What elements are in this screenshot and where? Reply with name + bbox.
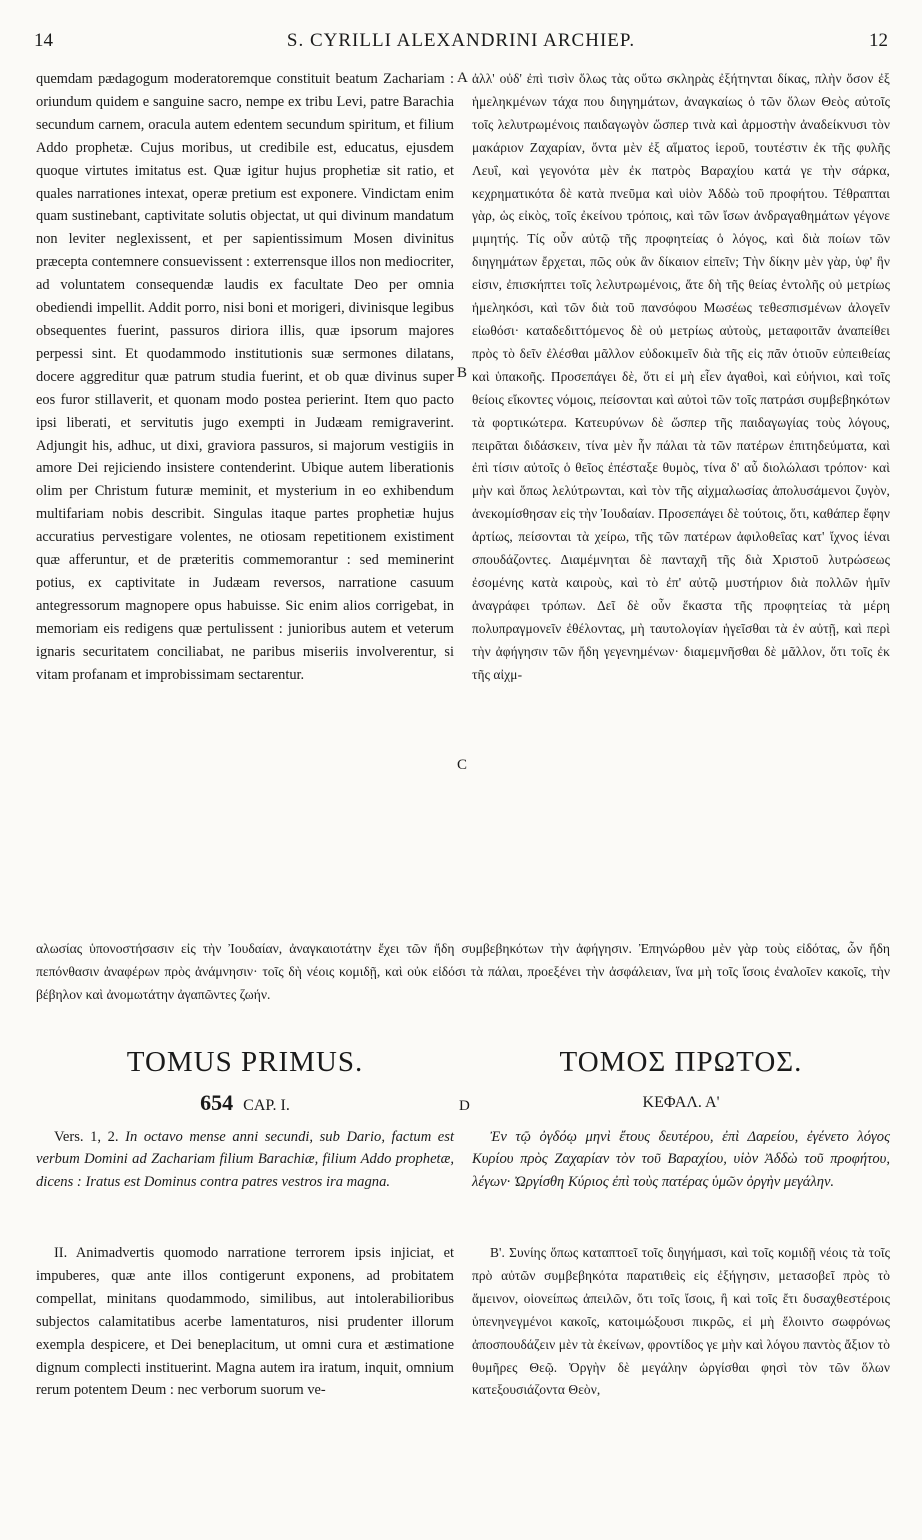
latin-paragraph-top: quemdam pædagogum moderatoremque constituit beatum Zachariam : oriundum quidem e sanguine sacro, nempe ex tribu Levi, patre Barachia secundum carnem, oracula autem edentem secundum spiritum, et filium Addo prophetæ. Cujus moribus, ut credibile est, educatus, ejusdem quoque virtutes imitatus est. Quæ igitur hujus prophetiæ sit ratio, et quales narrationes intexat, operæ pretium est exponere. Vindictam enim quam sustinebant, captivitate solutis objectat, ut qui divinum mandatum non leviter neglexissent, et per sapientissimum Mosen divinitus præcepta contemnere consuevissent : exterrensque illos non mediocriter, ad voluntatem consequendæ laudis ex facultate Deo per omnia obediendi impellit. Addit porro, nisi boni et morigeri, divinisque legibus obsequentes fuerint, passuros diriora illis, quæ ipsorum majores perpessi sint. Et quodammodo institutionis suæ sermones dilatans, docere aggreditur quæ patrum studia fuerint, et ob quæ divinus super eos furor stillaverit, et quonam modo postea perierint. Item quo pacto ipsi liberati, et servitutis jugo exempti in Judæam remigraverint. Adjungit his, adhuc, ut dixi, graviora passuros, si majorum vestigiis in amore Dei rejiciendo insistere contenderint. Ubique autem liberationis olim per Christum futuræ meminit, et mysterium in eo exhibendum multifariam nobis describit. Singulas itaque partes prophetiæ hujus accuratius pervestigare volentes, ne otiosam repetitionem existiment quæ afferuntur, et de præteritis commemorantur : sed meminerint potius, ex captivitate in Judæam reversos, narratione casuum antegressorum magnopere opus habuisse. Sic enim alios corrigebat, in memoriam eis redigens quæ pertulissent : junioribus autem et veterum ignaris securitatem conciliabat, ne paribus miseriis involverentur, si vitam profanam et improbissimam sectarentur. [36, 71, 454, 683]
running-title: S. CYRILLI ALEXANDRINI ARCHIEP. [286, 30, 636, 51]
latin-column-bottom [36, 1242, 454, 1402]
verse-latin-text: In octavo mense anni secundi, sub Dario, factum est verbum Domini ad Zachariam filium Barachiæ, filium Addo prophetæ, dicens : Iratus est Dominus contra patres vestros ira magna. [36, 1129, 455, 1190]
greek-paragraph-top: ἀλλ' οὐδ' ἐπὶ τισὶν ὅλως τὰς οὕτω σκληρὰς ἐξήτηνται δίκας, πλὴν ὅσον ἐξ ἡμεληκμένων τάχα που διηγημάτων, ἀναγκαίως ὁ τῶν ὅλων Θεὸς αὐτοῖς τοῖς λελυτρωμένοις παιδαγωγὸν ὥσπερ τινὰ καὶ ἁρμοστὴν ἀναδείκνυσι τὸν μακάριον Ζαχαρίαν, ὄντα μὲν ἐξ αἵματος ἱεροῦ, τουτέστιν ἐκ τῆς φυλῆς Λευΐ, καὶ γεγονότα μὲν ἐκ πατρὸς Βαραχίου κατά γε τὴν σάρκα, κεχρηματικότα δὲ κατὰ πνεῦμα καὶ υἱὸν Ἀδδὼ τοῦ προφήτου. Τέθραπται γὰρ, ὡς εἰκὸς, τοῖς ἐκείνου τρόποις, καὶ τῶν ἴσων ἀνδραγαθημάτων γέγονε μιμητής. Τίς οὖν αὐτῷ τῆς προφητείας ὁ λόγος, καὶ διὰ ποίων τῶν διηγημάτων ἔρχεται, πῶς οὐκ ἂν δίκαιον εἰπεῖν; Τὴν δίκην μὲν γὰρ, ὑφ' ἣν εἰσιν, ἐπισκήπτει τοῖς λελυτρωμένοις, ἅτε δὴ τῆς θείας ἐντολῆς οὐ μετρίως ἠμεληκόσι, καὶ τῶν διὰ τοῦ πανσόφου Μωσέως τεθεσπισμένων ἀλογεῖν εἰωθόσι· καταδεδιττόμενος δὲ οὐ μετρίως αὐτοὺς, μεταφοιτᾶν ἀναπείθει πρὸς τὸ δεῖν ἐλέσθαι μᾶλλον εὐδοκιμεῖν διὰ τῆς εἰς πᾶν ὁτιοῦν εὐπειθείας καὶ ὑπακοῆς. Προσεπάγει δὲ, ὅτι εἰ μὴ εἶεν ἀγαθοὶ, καὶ εὐήνιοι, καὶ τοῖς θείοις εἴκοντες νόμοις, πείσονται καὶ αὐτοὶ τῶν τοῖς πατράσι συμβεβηκότων τὰ φορτικώτερα. Κατευρύνων δὲ ὥσπερ τῆς παιδαγωγίας τοὺς λόγους, πειρᾶται διδάσκειν, τίνα μὲν ἦν πάλαι τὰ τῶν πατέρων ἐπιτηδεύματα, καὶ ἐπὶ τίσιν αὐτοῖς ὁ θεῖος ἐπέσταξε θυμὸς, τίνα δ' αὖ διολώλασι τρόπον· καὶ μὴν καὶ ὅπως λελύτρωνται, καὶ τὸν τῆς αἰχμαλωσίας ἀπολυσάμενοι ζυγὸν, ἀνεκομίσθησαν εἰς τὴν Ἰουδαίαν. Προσεπάγει δὲ τούτοις, ὅτι, καθάπερ ἔφην ἀρτίως, πείσονται τὰ χείρω, τῆς τῶν πατέρων ἀφιλοθεΐας κατ' ἴχνος ἰέναι σπουδάζοντες. Διαμέμνηται δὲ πανταχῆ τῆς διὰ Χριστοῦ λυτρώσεως ἐσομένης κατὰ καιροὺς, καὶ τὸ ἐπ' αὐτῷ μυστήριον διὰ πολλῶν ἡμῖν ἀναγράφει τρόπων. Δεῖ δὲ οὖν ἕκαστα τῆς προφητείας τὰ μέρη πολυπραγμονεῖν ἐθέλοντας, μὴ ταυτολογίαν ἡγεῖσθαι τὰ ἐν αὐτῇ, καὶ περὶ τὴν ἀφήγησιν τῶν ἤδη γεγενημένων· διαμεμνῆσθαι δὲ μᾶλλον, ὅτι τοῖς ἐκ τῆς αἰχμ- [472, 71, 890, 682]
margin-marker-d: D [459, 1098, 470, 1114]
greek-column-bottom [472, 1242, 890, 1402]
margin-marker-c: C [457, 757, 468, 773]
greek-paragraph-bottom: Β'. Συνίης ὅπως καταπτοεῖ τοῖς διηγήμασι, καὶ τοῖς κομιδῇ νέοις τὰ τοῖς πρὸ αὐτῶν συμβεβηκότα παρατιθεὶς εἰς ἐξήγησιν, μετασοβεῖ πρὸς τὸ ἄμεινον, οἱονείπως ἀπειλῶν, ὅτι τοῖς ἴσοις, ἢ καὶ τοῖς ἔτι δυσαχθεστέροις ὑπενηνεγμένοι κακοῖς, κατοιμώξουσι πικρῶς, εἰ μὴ ἕλοιντο σωφρόνως ἀποσπουδάζειν μὲν τὰ ἐκείνων, φροντίδος γε μὴν καὶ λόγου παντὸς ἄξιον τὸ θυμῆρες Θεῷ. Ὀργὴν δὲ μεγάλην ὠργίσθαι φησὶ τὸν τῶν ὅλων κατεξουσιάζοντα Θεὸν, [472, 1245, 890, 1398]
running-header [34, 30, 888, 52]
chapter-heading-latin [36, 1090, 454, 1116]
chapter-label-greek: ΚΕΦΑΛ. Α' [642, 1094, 720, 1111]
page-number-left: 14 [34, 30, 53, 51]
verse-greek-text: Ἐν τῷ ὀγδόῳ μηνὶ ἔτους δευτέρου, ἐπὶ Δαρείου, ἐγένετο λόγος Κυρίου πρὸς Ζαχαρίαν τὸν τοῦ Βαραχίου, υἱὸν Ἀδδὼ τοῦ προφήτου, λέγων· Ὠργίσθη Κύριος ἐπὶ τοὺς πατέρας ὑμῶν ὀργὴν μεγάλην. [472, 1129, 890, 1190]
greek-column-top [472, 68, 890, 686]
margin-marker-a: A [457, 70, 468, 86]
latin-column-top [36, 68, 454, 686]
chapter-heading-greek [472, 1094, 890, 1112]
column-number: 654 [200, 1090, 234, 1115]
tomus-latin-heading: TOMUS PRIMUS. [126, 1046, 364, 1078]
tomus-greek-heading: ΤΟΜΟΣ ΠΡΩΤΟΣ. [559, 1046, 803, 1078]
verse-latin [36, 1126, 454, 1193]
page-number-right: 12 [869, 30, 888, 51]
greek-continuation [36, 938, 890, 1006]
verse-label: Vers. 1, 2. [54, 1129, 119, 1145]
greek-paragraph-full: αλωσίας ὑπονοστήσασιν εἰς τὴν Ἰουδαίαν, ἀναγκαιοτάτην ἔχει τῶν ἤδη συμβεβηκότων τὴν ἀφήγησιν. Ἐπηνώρθου μὲν γὰρ τοὺς εἰδότας, ὧν ἤδη πεπόνθασιν ἀναφέρων πρὸς ἀνάμνησιν· τοῖς δὴ νέοις κομιδῇ, καὶ οὐκ εἰδόσι τὰ πάλαι, προεξένει τὴν ἀσφάλειαν, ἵνα μὴ τοῖς ἴσοις ἐναλοῖεν κακοῖς, τὴν βέβηλον καὶ ἀνομωτάτην ἀγαπῶντες ζωήν. [36, 941, 890, 1002]
latin-paragraph-bottom: II. Animadvertis quomodo narratione terrorem ipsis injiciat, et impuberes, quæ ante illos contigerunt exponens, ad probitatem compellat, minitans quodammodo, similibus, aut intolerabilioribus subjectos calamitatibus acerbe lamentaturos, nisi prudenter illorum exempla despicere, et Dei beneplacitum, ut omni cura et æstimatione dignum complecti instituerint. Magna autem ira iratum, inquit, omnium rerum potentem Deum : nec verborum suorum ve- [36, 1245, 454, 1399]
chapter-label-latin: CAP. I. [243, 1097, 290, 1114]
margin-marker-b: B [457, 365, 468, 381]
verse-greek [472, 1126, 890, 1193]
